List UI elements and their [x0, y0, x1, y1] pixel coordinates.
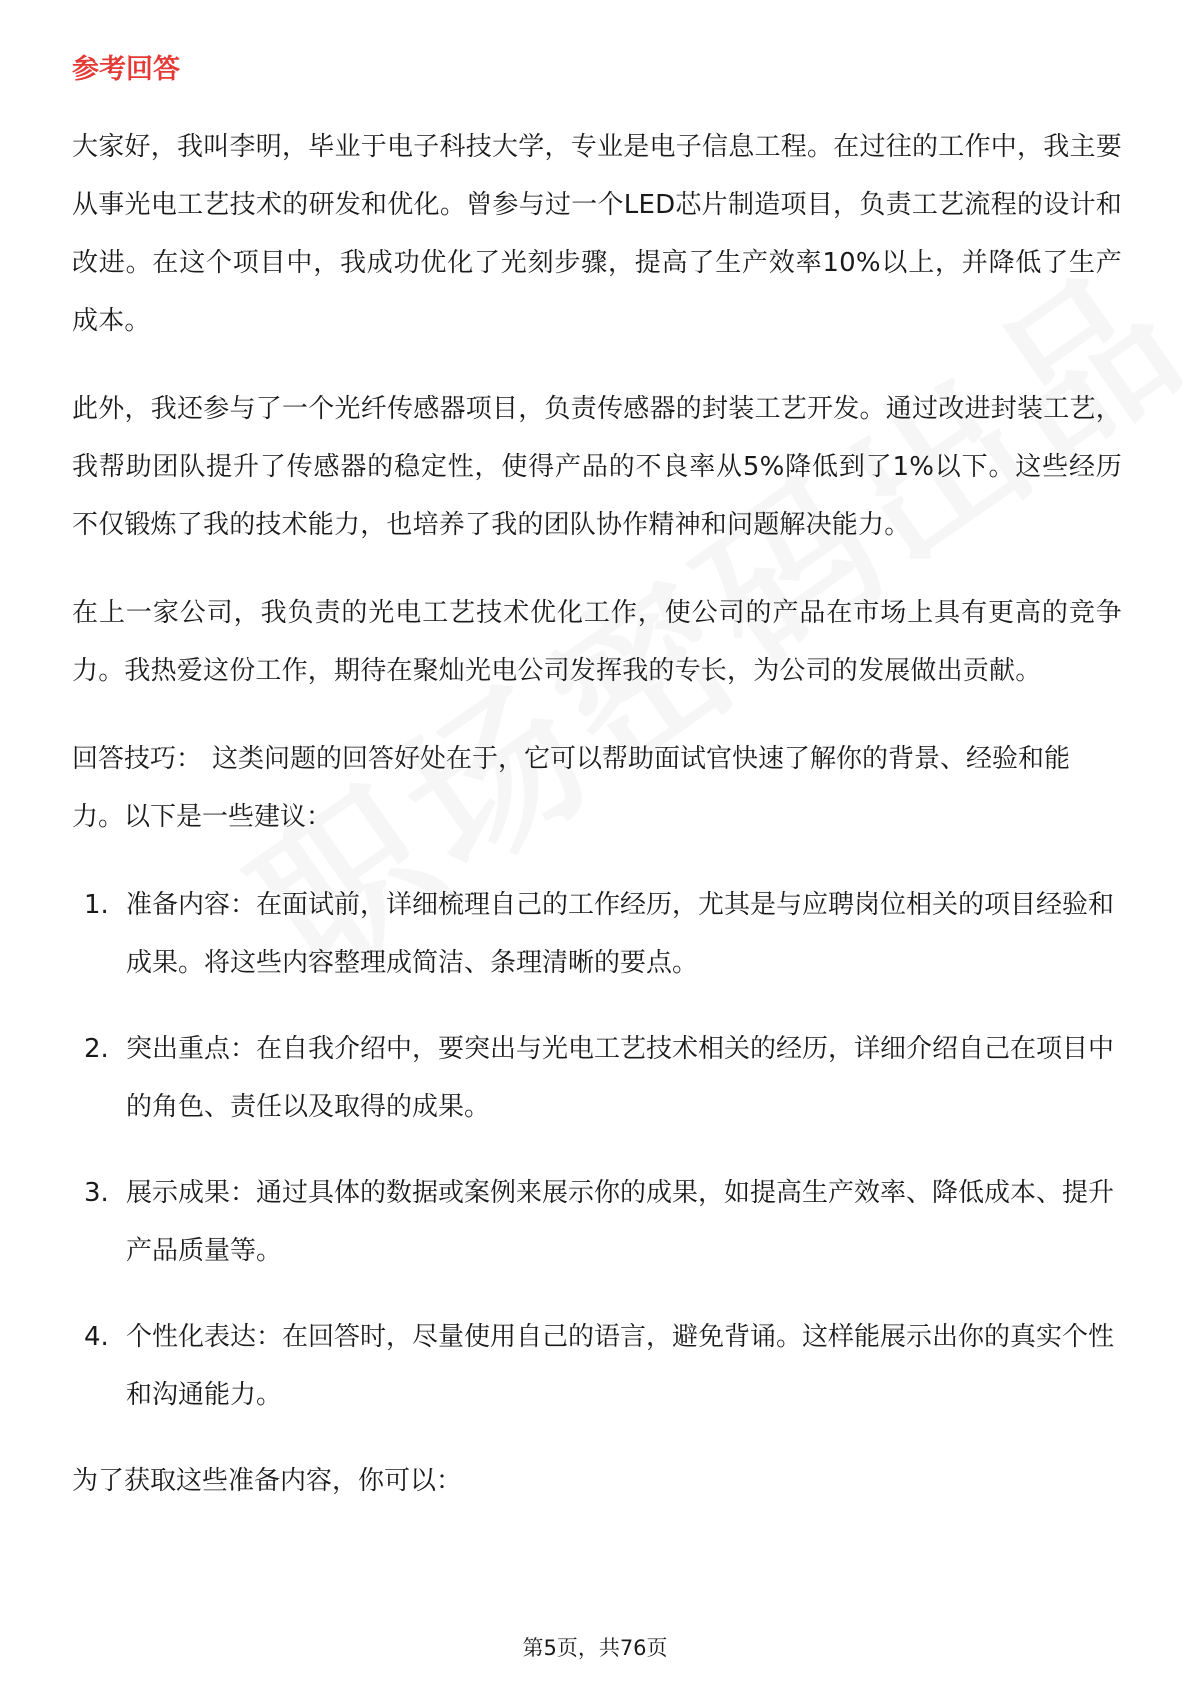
list-item-text: 个性化表达：在回答时，尽量使用自己的语言，避免背诵。这样能展示出你的真实个性和沟通能力。	[126, 1322, 1115, 1410]
tips-intro	[72, 730, 1122, 846]
section-title: 参考回答	[72, 54, 180, 85]
paragraph-intro: 大家好，我叫李明，毕业于电子科技大学，专业是电子信息工程。在过往的工作中，我主要从事光电工艺技术的研发和优化。曾参与过一个LED芯片制造项目，负责工艺流程的设计和改进。在这个项目中，我成功优化了光刻步骤，提高了生产效率10%以上，并降低了生产成本。	[72, 132, 1122, 336]
page-number: 第5页，共76页	[522, 1636, 668, 1660]
document-page	[72, 40, 1122, 1510]
list-item-number: 3.	[84, 1178, 109, 1208]
list-item-text: 展示成果：通过具体的数据或案例来展示你的成果，如提高生产效率、降低成本、提升产品质量等。	[126, 1178, 1115, 1266]
list-item-number: 4.	[84, 1322, 109, 1352]
closing-line: 为了获取这些准备内容，你可以：	[72, 1466, 463, 1496]
tips-label: 回答技巧：	[72, 744, 203, 774]
list-item	[72, 1308, 1122, 1424]
list-item-text: 准备内容：在面试前，详细梳理自己的工作经历，尤其是与应聘岗位相关的项目经验和成果。将这些内容整理成简洁、条理清晰的要点。	[126, 890, 1115, 978]
list-item	[72, 1164, 1122, 1280]
list-item	[72, 1020, 1122, 1136]
tips-text: 这类问题的回答好处在于，它可以帮助面试官快速了解你的背景、经验和能力。以下是一些建议：	[72, 744, 1071, 832]
list-item-number: 1.	[84, 890, 109, 920]
paragraph-experience: 此外，我还参与了一个光纤传感器项目，负责传感器的封装工艺开发。通过改进封装工艺，我帮助团队提升了传感器的稳定性，使得产品的不良率从5%降低到了1%以下。这些经历不仅锻炼了我的技术能力，也培养了我的团队协作精神和问题解决能力。	[72, 394, 1122, 540]
list-item-text: 突出重点：在自我介绍中，要突出与光电工艺技术相关的经历，详细介绍自己在项目中的角色、责任以及取得的成果。	[126, 1034, 1115, 1122]
tips-list	[72, 876, 1122, 1424]
paragraph-closing-statement: 在上一家公司，我负责的光电工艺技术优化工作，使公司的产品在市场上具有更高的竞争力。我热爱这份工作，期待在聚灿光电公司发挥我的专长，为公司的发展做出贡献。	[72, 598, 1122, 686]
list-item	[72, 876, 1122, 992]
list-item-number: 2.	[84, 1034, 109, 1064]
